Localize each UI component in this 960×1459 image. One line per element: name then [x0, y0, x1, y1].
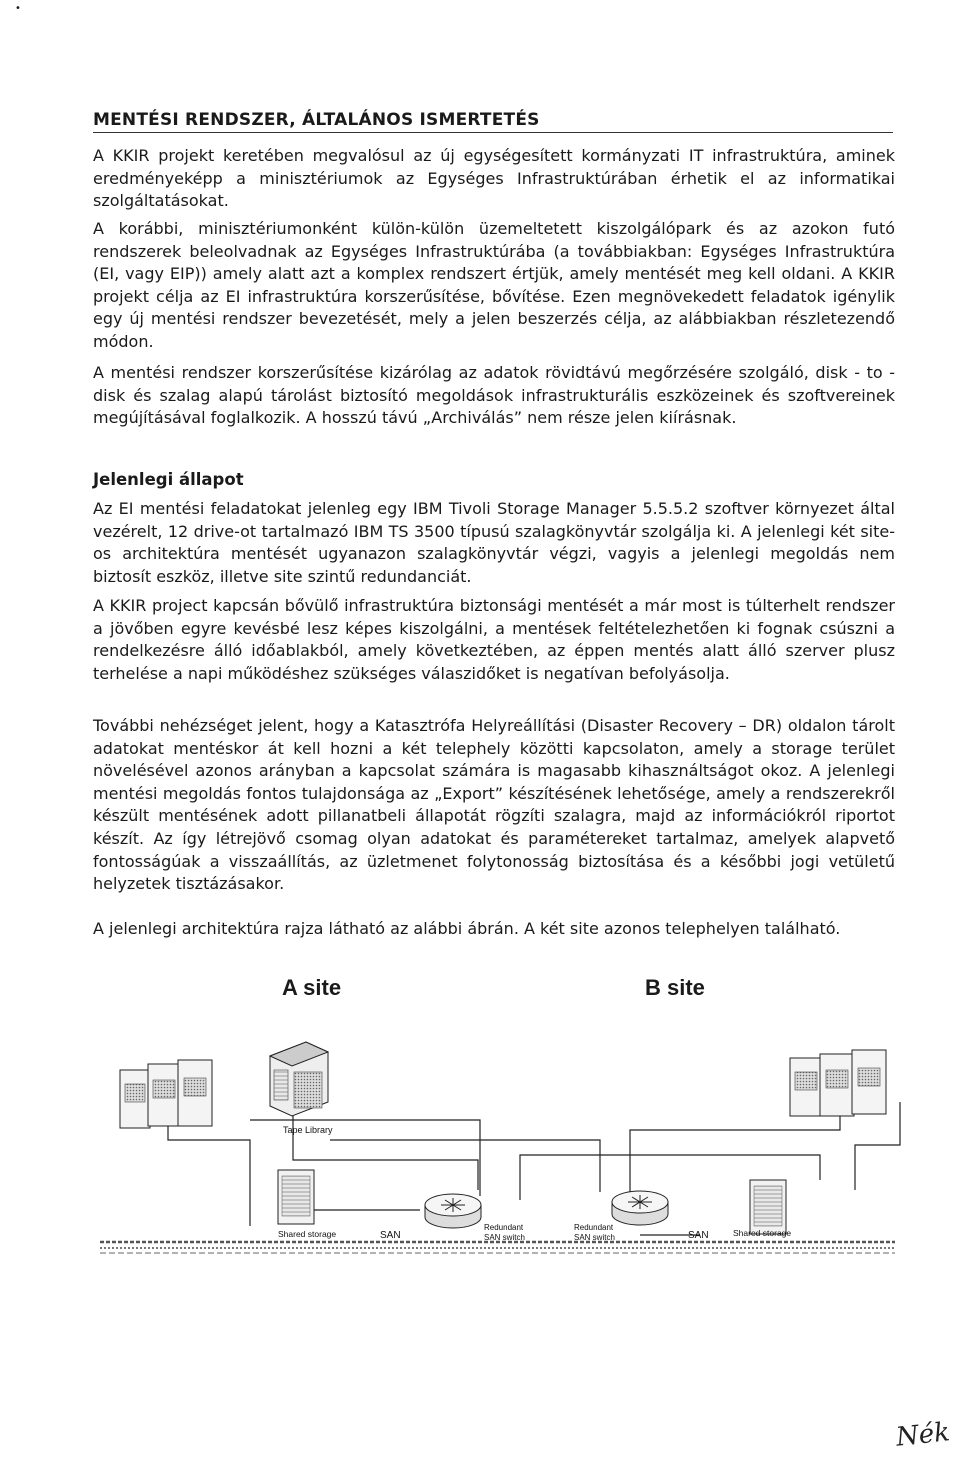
paragraph-4: Az EI mentési feladatokat jelenleg egy IBM Tivoli Storage Manager 5.5.5.2 szoftver környezet által vezérelt, 12 drive-ot tartalmazó IBM TS 3500 típusú szalagkönyvtár szolgálja ki. A jelenlegi két site-os architektúra mentését ugyanazon szalagkönyvtár végzi, vagyis a jelenlegi megoldás nem biztosít eszköz, illetve site szintű redundanciát.: [93, 499, 895, 586]
switch-b-line1: Redundant: [574, 1223, 614, 1232]
paragraph-5: A KKIR project kapcsán bővülő infrastruktúra biztonsági mentését a már most is túlterhelt rendszer a jövőben egyre kevésbé lesz képes kiszolgálni, a mentések feltételezhetően ki fognak csúszni a rendelkezésre álló időablakból, amely következtében, az éppen mentés alatt álló szerver plusz terhelése a napi működéshez szükséges válaszidőket is negatívan befolyásolja.: [93, 596, 895, 683]
title-underline: [93, 132, 893, 133]
switch-a-line1: Redundant: [484, 1223, 524, 1232]
san-switch-a-icon: [425, 1194, 481, 1228]
paragraph-2: A korábbi, minisztériumonként külön-külön üzemeltetett kiszolgálópark és az azokon futó rendszerek beleolvadnak az Egységes Infrastruktúrába (a továbbiakban: Egységes Infrastruktúra (EI, vagy EIP)) amely alatt azt a komplex rendszert értjük, amely mentését meg kell oldani. A KKIR projekt célja az EI infrastruktúra korszerűsítése, bővítése. Ezen megnövekedett feladatok igénylik egy új mentési rendszer bevezetését, mely a jelen beszerzés célja, az alábbiakban részletezendő módon.: [93, 219, 895, 351]
paragraph-3: A mentési rendszer korszerűsítése kizárólag az adatok rövidtávú megőrzésére szolgáló, disk - to - disk és szalag alapú tárolást biztosító megoldások infrastrukturális eszközeinek és szoftvereinek megújításával foglalkozik. A hosszú távú „Archiválás” nem része jelen kiírásnak.: [93, 363, 895, 428]
architecture-diagram: [0, 1030, 960, 1270]
shared-storage-b-icon: [750, 1180, 786, 1234]
signature: Nék: [894, 1417, 952, 1453]
shared-storage-a-label: Shared storage: [278, 1229, 337, 1239]
server-cluster-b: [790, 1050, 886, 1116]
tape-library-icon: [270, 1042, 328, 1116]
san-switch-b-icon: [612, 1191, 668, 1225]
san-b-label: SAN: [688, 1230, 709, 1241]
paragraph-1: A KKIR projekt keretében megvalósul az új egységesített kormányzati IT infrastruktúra, aminek eredményeképp a minisztériumok az Egységes Infrastruktúrában érhetik el az informatikai szolgáltatásokat.: [93, 146, 895, 211]
switch-a-line2: SAN switch: [484, 1233, 525, 1242]
section-heading: Jelenlegi állapot: [93, 470, 244, 489]
site-b-label: B site: [645, 975, 705, 1000]
paragraph-6: További nehézséget jelent, hogy a Katasztrófa Helyreállítási (Disaster Recovery – DR) oldalon tárolt adatokat mentéskor át kell hozni a két telephely közötti kapcsolaton, amely a storage terület növelésével azonos arányban a kapcsolat számára is magasabb kihasználtságot okoz. A jelenlegi mentési megoldás fontos tulajdonsága az „Export” készítésének lehetősége, amely a rendszerekről készült mentésének adott pillanatbeli állapotát rögzíti szalagra, majd az információkról riportot készít. Az így létrejövő csomag olyan adatokat és paramétereket tartalmaz, amelyek alapvető fontosságúak a visszaállítás, az üzletmenet folytonosság biztosítása és a későbbi jogi vetületű helyzetek tisztázásakor.: [93, 716, 895, 894]
page-title: MENTÉSI RENDSZER, ÁLTALÁNOS ISMERTETÉS: [93, 110, 540, 130]
switch-b-line2: SAN switch: [574, 1233, 615, 1242]
site-a-label: A site: [282, 975, 342, 1000]
paragraph-7: A jelenlegi architektúra rajza látható az alábbi ábrán. A két site azonos telephelyen található.: [93, 919, 841, 938]
shared-storage-b-label: Shared storage: [733, 1228, 792, 1238]
scan-speck: •: [15, 3, 21, 14]
san-a-label: SAN: [380, 1230, 401, 1241]
tape-library-label: Tape Library: [283, 1125, 333, 1135]
server-cluster-a: [120, 1060, 212, 1128]
shared-storage-a-icon: [278, 1170, 314, 1224]
san-backbone: [100, 1242, 895, 1253]
